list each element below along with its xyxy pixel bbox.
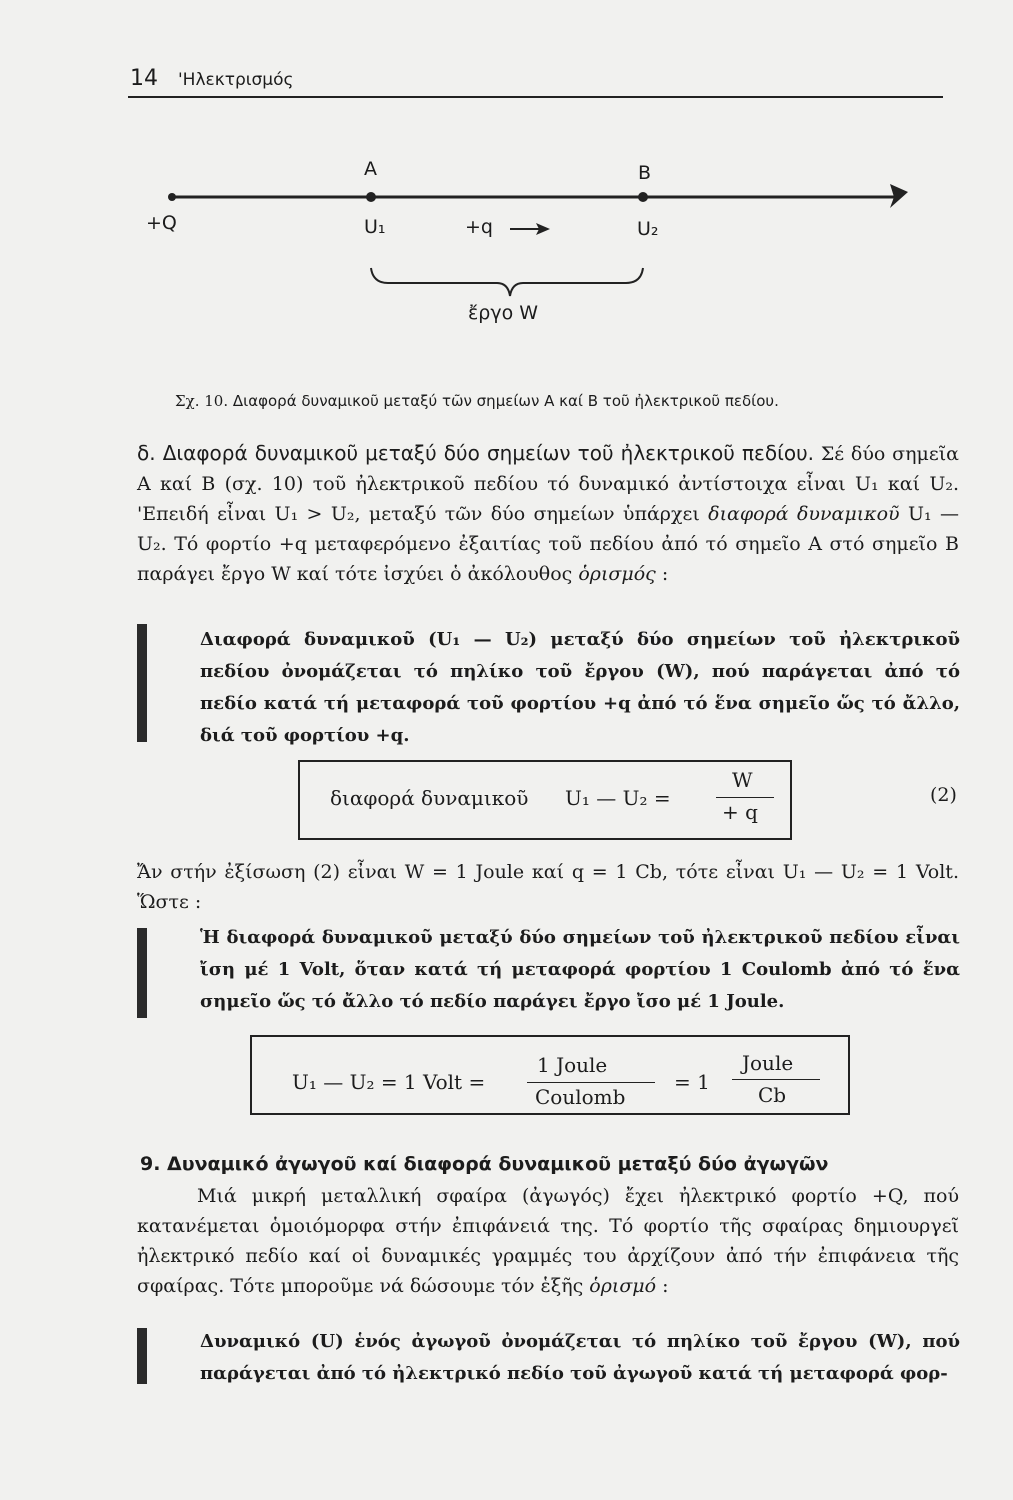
formula-lhs: U₁ — U₂ = xyxy=(565,786,671,810)
point-a-dot xyxy=(366,192,376,202)
paragraph-text: : xyxy=(656,1275,669,1297)
subsection-heading: δ. Διαφορά δυναμικοῦ μεταξύ δύο σημείων τοῦ ἠλεκτρικοῦ πεδίου. xyxy=(137,441,815,465)
header-rule xyxy=(128,96,943,98)
definition-volt: Ἡ διαφορά δυναμικοῦ μεταξύ δύο σημείων τοῦ ἠλεκτρικοῦ πεδίου εἶναι ἴση μέ 1 Volt, ὅταν κατά τή μεταφορά φορτίου 1 Coulomb ἀπό τό ἕνα σημεῖο ὥς τό ἄλλο τό πεδίο παράγει ἔργο ἴσο μέ 1 Joule. xyxy=(200,927,960,1012)
formula-denominator: Cb xyxy=(758,1083,787,1107)
charge-q-label: +Q xyxy=(146,212,177,234)
definition-potential-difference: Διαφορά δυναμικοῦ (U₁ — U₂) μεταξύ δύο σημείων τοῦ ἠλεκτρικοῦ πεδίου ὀνομάζεται τό πηλίκο τοῦ ἔργου (W), πού παράγεται ἀπό τό πεδίο κατά τή μεταφορά τοῦ φορτίου +q ἀπό τό ἕνα σημεῖο ὥς τό ἄλλο, διά τοῦ φορτίου +q. xyxy=(200,629,960,746)
work-label: ἔργο W xyxy=(468,302,539,324)
point-b-dot xyxy=(638,192,648,202)
definition-marker-bar xyxy=(137,1328,147,1384)
definition-conductor-potential: Δυναμικό (U) ἑνός ἀγωγοῦ ὀνομάζεται τό πηλίκο τοῦ ἔργου (W), πού παράγεται ἀπό τό ἠλεκτρικό πεδίο τοῦ ἀγωγοῦ κατά τή μεταφορά φορ- xyxy=(200,1331,960,1384)
paragraph-conductor xyxy=(137,1181,959,1301)
work-brace xyxy=(371,268,643,296)
paragraph-text: Μιά μικρή μεταλλική σφαίρα (ἀγωγός) ἔχει ἠλεκτρικό φορτίο +Q, πού κατανέμεται ὁμοιόμορφα στήν ἐπιφάνειά της. Τό φορτίο τῆς σφαίρας δημιουργεῖ ἠλεκτρικό πεδίο καί οἱ δυναμικές γραμμές του ἀρχίζουν ἀπό τήν ἐπιφάνεια τῆς σφαίρας. Τότε μποροῦμε νά δώσουμε τόν ἑξῆς xyxy=(137,1185,959,1297)
point-a-label: A xyxy=(364,158,377,180)
formula-denominator: + q xyxy=(722,800,758,824)
paragraph-text: U₁ — U₂. Τό φορτίο +q μεταφερόμενο ἐξαιτίας τοῦ πεδίου ἀπό τό σημεῖο A στό σημεῖο B παράγει ἔργο W καί τότε ἰσχύει ὁ ἀκόλουθος xyxy=(137,503,959,585)
emphasis-potential-difference: διαφορά δυναμικοῦ xyxy=(708,503,900,525)
caption-number: Σχ. 10. xyxy=(175,392,229,410)
running-title: 'Ηλεκτρισμός xyxy=(178,70,294,90)
paragraph-text: Σέ δύο σημεῖα A καί B (σχ. 10) τοῦ ἠλεκτρικοῦ πεδίου τό δυναμικό ἀντίστοιχα εἶναι U₁ καί U₂. 'Επειδή εἶναι U₁ > U₂, μεταξύ τῶν δύο σημείων ὑπάρχει xyxy=(137,443,959,525)
paragraph-volt: Ἄν στήν ἐξίσωση (2) εἶναι W = 1 Joule καί q = 1 Cb, τότε εἶναι U₁ — U₂ = 1 Volt. Ὥστε : xyxy=(137,861,959,913)
fraction-bar xyxy=(527,1082,655,1083)
figure-10 xyxy=(130,150,920,350)
caption-text: Διαφορά δυναμικοῦ μεταξύ τῶν σημείων A καί B τοῦ ἠλεκτρικοῦ πεδίου. xyxy=(232,392,779,410)
charge-point xyxy=(168,193,176,201)
formula-numerator: Joule xyxy=(742,1051,794,1075)
paragraph-text: : xyxy=(655,563,669,585)
paragraph-delta xyxy=(137,438,959,589)
u2-label: U₂ xyxy=(637,218,659,240)
formula-box-2 xyxy=(298,760,792,840)
emphasis-definition: ὁρισμός xyxy=(578,563,656,585)
section-heading: 9. Δυναμικό ἀγωγοῦ καί διαφορά δυναμικοῦ μεταξύ δύο ἀγωγῶν xyxy=(140,1153,829,1175)
page-number: 14 xyxy=(130,66,158,91)
u1-label: U₁ xyxy=(364,216,386,238)
fraction-bar xyxy=(732,1079,820,1080)
emphasis-definition: ὁρισμό xyxy=(589,1275,657,1297)
formula-numerator: 1 Joule xyxy=(537,1053,608,1077)
formula-denominator: Coulomb xyxy=(535,1085,626,1109)
equation-number: (2) xyxy=(930,784,957,806)
definition-marker-bar xyxy=(137,624,147,742)
plus-q-label: +q xyxy=(465,216,493,238)
formula-lhs: U₁ — U₂ = 1 Volt = xyxy=(292,1070,486,1094)
formula-numerator: W xyxy=(732,768,753,792)
formula-equals-one: = 1 xyxy=(674,1070,710,1094)
formula-label: διαφορά δυναμικοῦ xyxy=(330,786,529,810)
formula-box-volt xyxy=(250,1035,850,1115)
figure-caption xyxy=(175,392,779,410)
page-header xyxy=(128,64,943,100)
definition-marker-bar xyxy=(137,928,147,1018)
fraction-bar xyxy=(716,797,774,798)
point-b-label: B xyxy=(638,162,652,184)
